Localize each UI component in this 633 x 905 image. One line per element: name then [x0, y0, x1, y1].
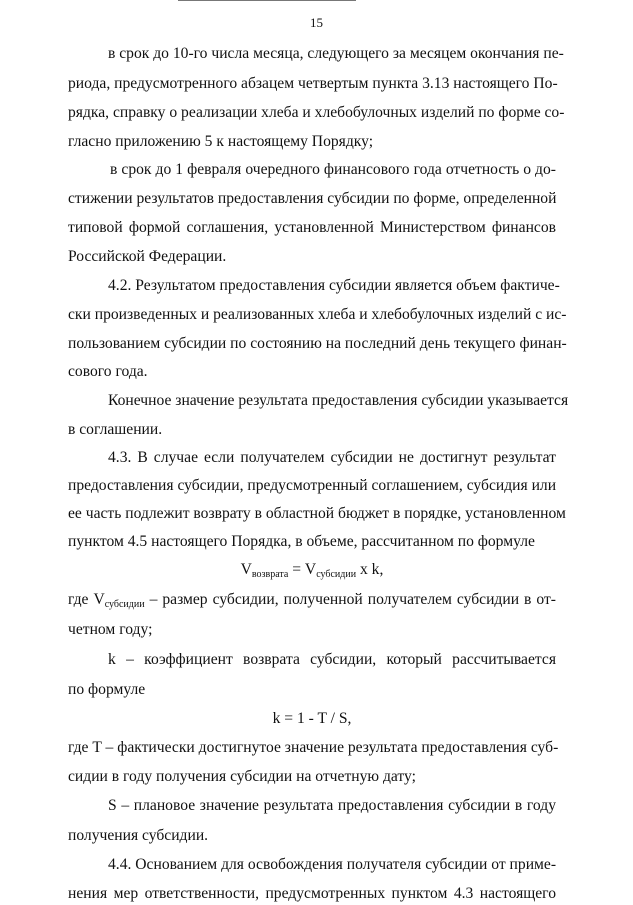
text-line: нения мер ответственности, предусмотренных пунктом 4.3 настоящего — [68, 885, 556, 902]
text-line: рядка, справку о реализации хлеба и хлебобулочных изделий по форме со- — [68, 104, 565, 121]
text-line: пунктом 4.5 настоящего Порядка, в объеме, рассчитанном по формуле — [68, 533, 535, 550]
text-line: 4.4. Основанием для освобождения получателя субсидии от приме- — [108, 856, 557, 873]
formula-return-volume: $V_{возврата} = V_{субсидии}$ x k, — [240, 561, 384, 580]
text-line: ее часть подлежит возврату в областной бюджет в порядке, установленном — [68, 505, 566, 522]
text-line: получения субсидии. — [68, 827, 209, 844]
text-line: по формуле — [68, 681, 146, 698]
text-line: в соглашении. — [68, 421, 163, 438]
text-line: в срок до 10-го числа месяца, следующего за месяцем окончания пе- — [108, 45, 564, 62]
text-line: Конечное значение результата предоставления субсидии указывается — [108, 392, 569, 409]
text-line: предоставления субсидии, предусмотренный соглашением, субсидия или — [68, 477, 557, 494]
text-line: сидии в году получения субсидии на отчетную дату; — [68, 768, 416, 785]
text-line: ски произведенных и реализованных хлеба и хлебобулочных изделий с ис- — [68, 306, 567, 323]
page-number: 15 — [310, 15, 323, 30]
text-line-where: где $V_{субсидии}$ – размер субсидии, полученной получателем субсидии в от- — [68, 591, 556, 610]
formula-coefficient: k = 1 - T / S, — [272, 710, 352, 727]
text-line: четном году; — [68, 621, 153, 638]
text-line: гласно приложению 5 к настоящему Порядку; — [68, 133, 374, 150]
text-line: стижении результатов предоставления субсидии по форме, определенной — [68, 190, 557, 207]
text-line: в срок до 1 февраля очередного финансового года отчетность о до- — [110, 161, 556, 178]
text-line: пользованием субсидии по состоянию на последний день текущего финан- — [68, 335, 567, 352]
text-line: риода, предусмотренного абзацем четвертым пункта 3.13 настоящего По- — [68, 75, 558, 92]
text-line: 4.2. Результатом предоставления субсидии является объем фактиче- — [108, 277, 560, 294]
text-line: Российской Федерации. — [68, 248, 227, 265]
text-line: 4.3. В случае если получателем субсидии не достигнут результат — [108, 449, 556, 466]
text-line: где T – фактически достигнутое значение результата предоставления суб- — [68, 739, 559, 756]
text-line: k – коэффициент возврата субсидии, который рассчитывается — [108, 651, 556, 668]
top-divider-line — [178, 0, 356, 1]
text-line: сового года. — [68, 363, 148, 380]
text-line: типовой формой соглашения, установленной Министерством финансов — [68, 219, 556, 236]
text-line: S – плановое значение результата предоставления субсидии в году — [108, 797, 556, 814]
